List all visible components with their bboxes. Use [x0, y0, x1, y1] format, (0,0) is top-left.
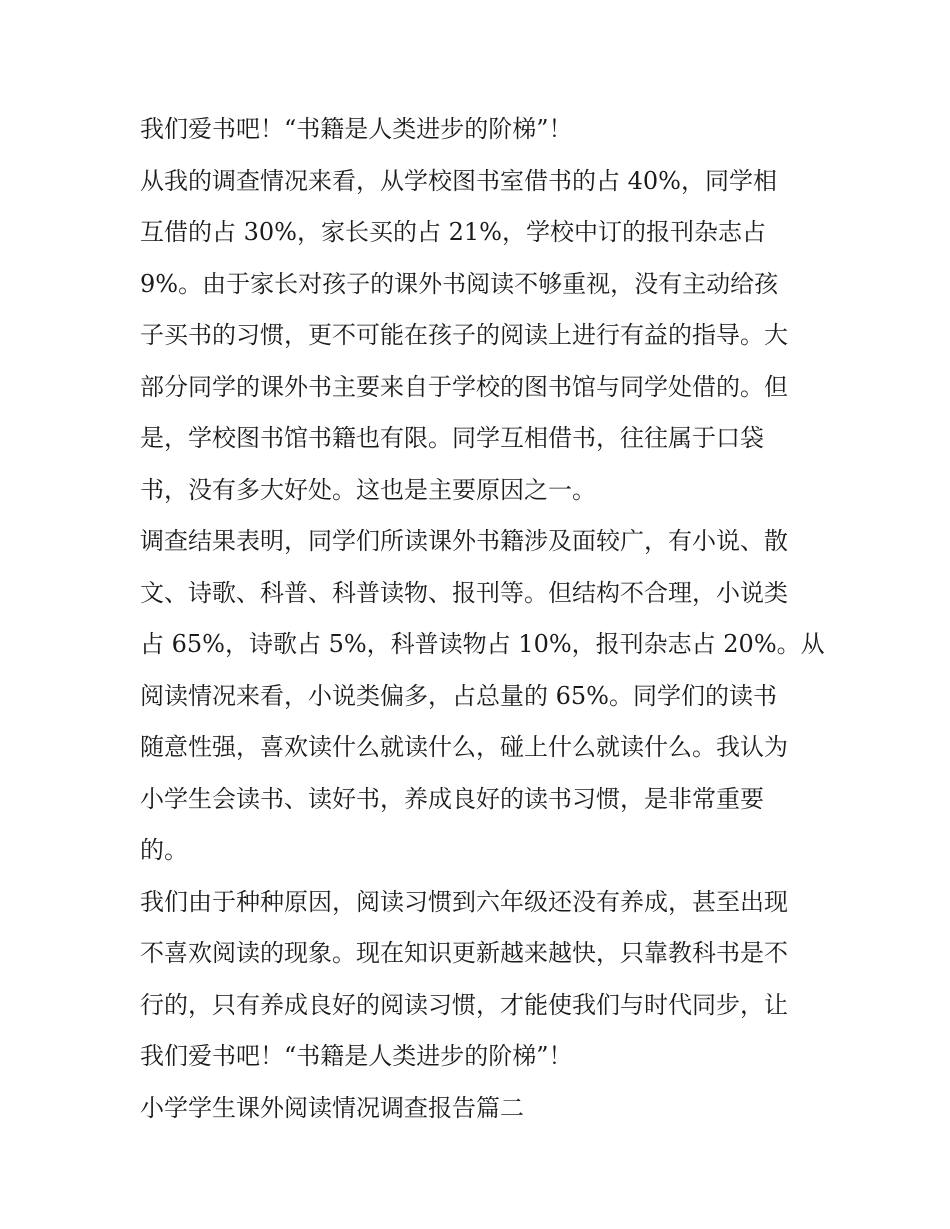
paragraph-book-sources [140, 156, 812, 517]
text-line: 从我的调查情况来看，从学校图书室借书的占 40%，同学相 [140, 166, 777, 195]
section-heading [140, 1083, 812, 1135]
text-line: 我们由于种种原因，阅读习惯到六年级还没有养成，甚至出现 [140, 887, 788, 916]
text-line: 行的，只有养成良好的阅读习惯，才能使我们与时代同步，让 [140, 990, 788, 1019]
text-line: 小学生会读书、读好书，养成良好的读书习惯，是非常重要 [140, 784, 764, 813]
text-line: 我们爱书吧！“书籍是人类进步的阶梯”！ [140, 1042, 573, 1070]
text-line: 书，没有多大好处。这也是主要原因之一。 [140, 475, 596, 504]
paragraph-intro [140, 104, 812, 156]
text-line: 占 65%，诗歌占 5%，科普读物占 10%，报刊杂志占 20%。从 [140, 630, 825, 658]
text-line: 我们爱书吧！“书籍是人类进步的阶梯”！ [140, 115, 573, 143]
text-line: 随意性强，喜欢读什么就读什么，碰上什么就读什么。我认为 [140, 733, 788, 761]
text-line: 互借的占 30%，家长买的占 21%，学校中订的报刊杂志占 [140, 218, 766, 246]
text-line: 文、诗歌、科普、科普读物、报刊等。但结构不合理，小说类 [140, 578, 788, 607]
text-line: 阅读情况来看，小说类偏多，占总量的 65%。同学们的读书 [140, 681, 777, 710]
section-title: 小学学生课外阅读情况调查报告篇二 [140, 1093, 524, 1122]
text-line: 子买书的习惯，更不可能在孩子的阅读上进行有益的指导。大 [140, 321, 788, 349]
text-line: 部分同学的课外书主要来自于学校的图书馆与同学处借的。但 [140, 372, 788, 401]
paragraph-survey-results [140, 516, 825, 877]
text-line: 不喜欢阅读的现象。现在知识更新越来越快，只靠教科书是不 [140, 939, 788, 967]
text-line: 调查结果表明，同学们所读课外书籍涉及面较广，有小说、散 [140, 527, 788, 555]
text-line: 的。 [140, 836, 188, 864]
text-line: 9%。由于家长对孩子的课外书阅读不够重视，没有主动给孩 [140, 269, 779, 298]
text-line: 是，学校图书馆书籍也有限。同学互相借书，往往属于口袋 [140, 424, 764, 452]
paragraph-reading-habits [140, 877, 812, 1083]
document-body [140, 104, 825, 1134]
